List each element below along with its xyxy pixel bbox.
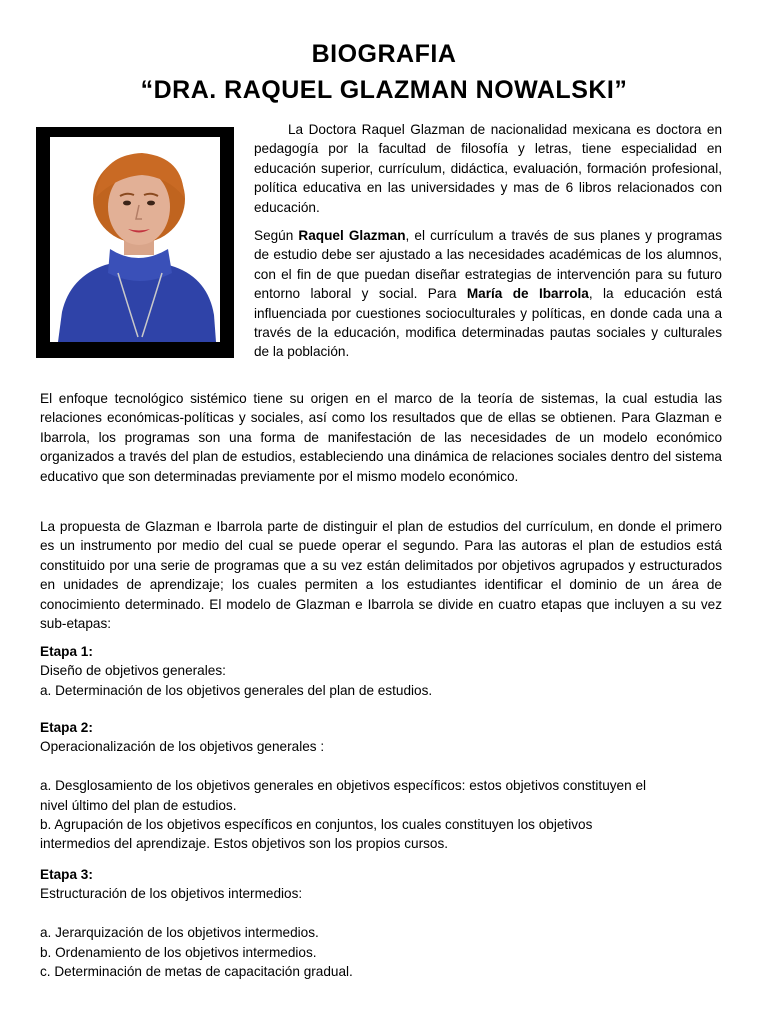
stage-2-heading: Etapa 2: bbox=[40, 720, 93, 735]
stage-2-item-a-line-2: nivel último del plan de estudios. bbox=[40, 797, 237, 813]
stage-1-item-a: a. Determinación de los objetivos generales del plan de estudios. bbox=[40, 682, 433, 698]
intro-p2-text-c: , la educación está influenciada por cuestiones socioculturales y políticas, en donde cada una a través de la educación, modifica determinadas pautas sociales y culturales de la población. bbox=[254, 286, 723, 360]
document-title: BIOGRAFIA bbox=[311, 40, 457, 68]
intro-p2-text-a: Según bbox=[254, 228, 299, 243]
stage-1-heading: Etapa 1: bbox=[40, 644, 93, 659]
stage-3-item-b: b. Ordenamiento de los objetivos intermedios. bbox=[40, 944, 317, 960]
stage-3-description: Estructuración de los objetivos intermedios: bbox=[40, 886, 303, 902]
stage-2-item-b-line-1: b. Agrupación de los objetivos específicos en conjuntos, los cuales constituyen los objetivos bbox=[40, 817, 593, 833]
portrait-illustration bbox=[50, 137, 220, 342]
author-name-ibarrola: María de Ibarrola bbox=[466, 286, 589, 302]
body-paragraph-propuesta: La propuesta de Glazman e Ibarrola parte de distinguir el plan de estudios del currículum, en donde el primero es un instrumento por medio del cual se puede operar el segundo. Para las autoras el plan de estudios está constituido por una serie de programas que a su vez están delimitados por objetivos agrupados y estructurados en unidades de aprendizaje; los cuales permiten a los estudiantes identificar el dominio de un área de conocimiento determinado. El modelo de Glazman e Ibarrola se divide en cuatro etapas que incluyen a su vez sub-etapas: bbox=[40, 519, 722, 632]
stage-1-description: Diseño de objetivos generales: bbox=[40, 663, 226, 679]
stage-2-item-b-line-2: intermedios del aprendizaje. Estos objetivos son los propios cursos. bbox=[40, 836, 449, 852]
stage-2-spacer bbox=[40, 757, 730, 776]
intro-paragraph-2 bbox=[254, 226, 722, 362]
stage-2-description: Operacionalización de los objetivos generales : bbox=[40, 739, 325, 755]
author-name-glazman: Raquel Glazman bbox=[298, 228, 406, 243]
stage-3-item-c: c. Determinación de metas de capacitación gradual. bbox=[40, 964, 353, 980]
body-paragraph-enfoque: El enfoque tecnológico sistémico tiene su origen en el marco de la teoría de sistemas, la cual estudia las relaciones económicas-políticas y sociales, así como los resultados que de ellas se obtienen. Para Glazman e Ibarrola, los programas son una forma de manifestación de las necesidades de un modelo económico organizados a través del plan de estudios, estableciendo una dinámica de relaciones sociales dentro del sistema educativo que son determinadas previamente por el mismo modelo económico. bbox=[40, 391, 722, 484]
stage-3-heading: Etapa 3: bbox=[40, 867, 93, 882]
stage-3-spacer bbox=[40, 904, 730, 923]
stage-3-item-a: a. Jerarquización de los objetivos intermedios. bbox=[40, 925, 319, 941]
portrait-photo bbox=[50, 137, 220, 342]
document-subtitle: “DRA. RAQUEL GLAZMAN NOWALSKI” bbox=[140, 76, 628, 104]
portrait-frame bbox=[36, 127, 234, 358]
stage-2 bbox=[40, 718, 730, 854]
stage-3 bbox=[40, 865, 730, 981]
stage-1 bbox=[40, 642, 730, 700]
intro-p2-text-b: , el currículum a través de sus planes y programas de estudio debe ser ajustado a las necesidades académicas de los alumnos, con el fin de que puedan diseñar estrategias de intervención para su futuro entorno laboral y social. Para bbox=[254, 228, 722, 302]
stage-2-item-a-line-1: a. Desglosamiento de los objetivos generales en objetivos específicos: estos objetivos constituyen el bbox=[40, 778, 647, 794]
intro-paragraph-1: La Doctora Raquel Glazman de nacionalidad mexicana es doctora en pedagogía por la facultad de filosofía y letras, tiene especialidad en educación superior, currículum, didáctica, evaluación, formación profesional, política educativa en las universidades y mas de 6 libros relacionados con educación. bbox=[254, 122, 722, 215]
